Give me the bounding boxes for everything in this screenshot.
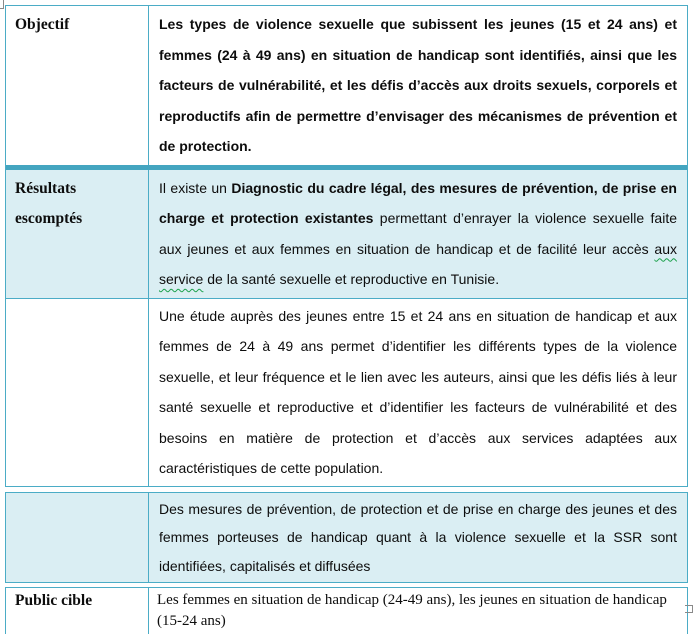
table-row-public-cible [6,588,687,634]
label-objectif: Objectif [15,16,70,33]
cell-content-etude[interactable] [149,299,687,486]
resultats-text-1: Il existe un [159,179,232,196]
table-section-public-cible [5,587,688,634]
cell-content-mesures[interactable] [149,493,687,583]
cell-label-objectif[interactable] [6,6,149,165]
cell-label-empty-2[interactable] [6,493,149,583]
label-resultats: Résultats escomptés [15,179,83,227]
table-move-handle[interactable] [0,0,4,9]
cell-label-empty-1[interactable] [6,299,149,486]
cell-content-public-cible[interactable] [149,588,687,634]
resultats-text-bold: Diagnostic du cadre légal, des mesures de prévention, de prise en charge et protection existantes [159,179,677,226]
resultats-text-2: permettant d’enrayer la violence sexuelle faite aux jeunes et aux femmes en situation de handicap et de facilité leur accès [159,210,678,257]
table-row-mesures [6,493,687,583]
cell-label-resultats[interactable] [6,170,149,298]
etude-text: Une étude auprès des jeunes entre 15 et 24 ans en situation de handicap et aux femmes de 24 à 49 ans permet d’identifier les différents types de la violence sexuelle, et leur fréquence et le lien avec les auteurs, ainsi que les défis liés à leur santé sexuelle et reproductive et d’identifier les facteurs de vulnérabilité et des besoins en matière de protection et d’accès aux services adaptées aux caractéristiques de cette population. [159,307,677,476]
mesures-text: Des mesures de prévention, de protection et de prise en charge des jeunes et des femmes porteuses de handicap quant à la violence sexuelle et la SSR sont identifiées, capitalisés et diffusées [159,500,677,574]
cell-content-resultats[interactable] [149,170,687,298]
table-row-objectif [6,6,687,165]
cell-content-objectif[interactable] [149,6,687,165]
cell-label-public-cible[interactable] [6,588,149,634]
table-resize-handle[interactable] [685,605,693,613]
objectif-text: Les types de violence sexuelle que subissent les jeunes (15 et 24 ans) et femmes (24 à 49 ans) en situation de handicap sont identifiés, ainsi que les facteurs de vulnérabilité, et les défis d’accès aux droits sexuels, corporels et reproductifs afin de permettre d’envisager des mécanismes de prévention et de protection. [159,16,677,154]
public-cible-text: Les femmes en situation de handicap (24-49 ans), les jeunes en situation de handicap (15-24 ans) [157,592,667,629]
grammar-squiggle-text: aux service [159,240,677,287]
table-row-etude [6,299,687,486]
word-table [5,5,688,634]
label-public-cible: Public cible [15,592,93,609]
table-section-top [5,5,688,487]
table-section-mesures [5,492,688,584]
resultats-text-3: de la santé sexuelle et reproductive en Tunisie. [203,271,500,287]
table-row-resultats [6,170,687,299]
